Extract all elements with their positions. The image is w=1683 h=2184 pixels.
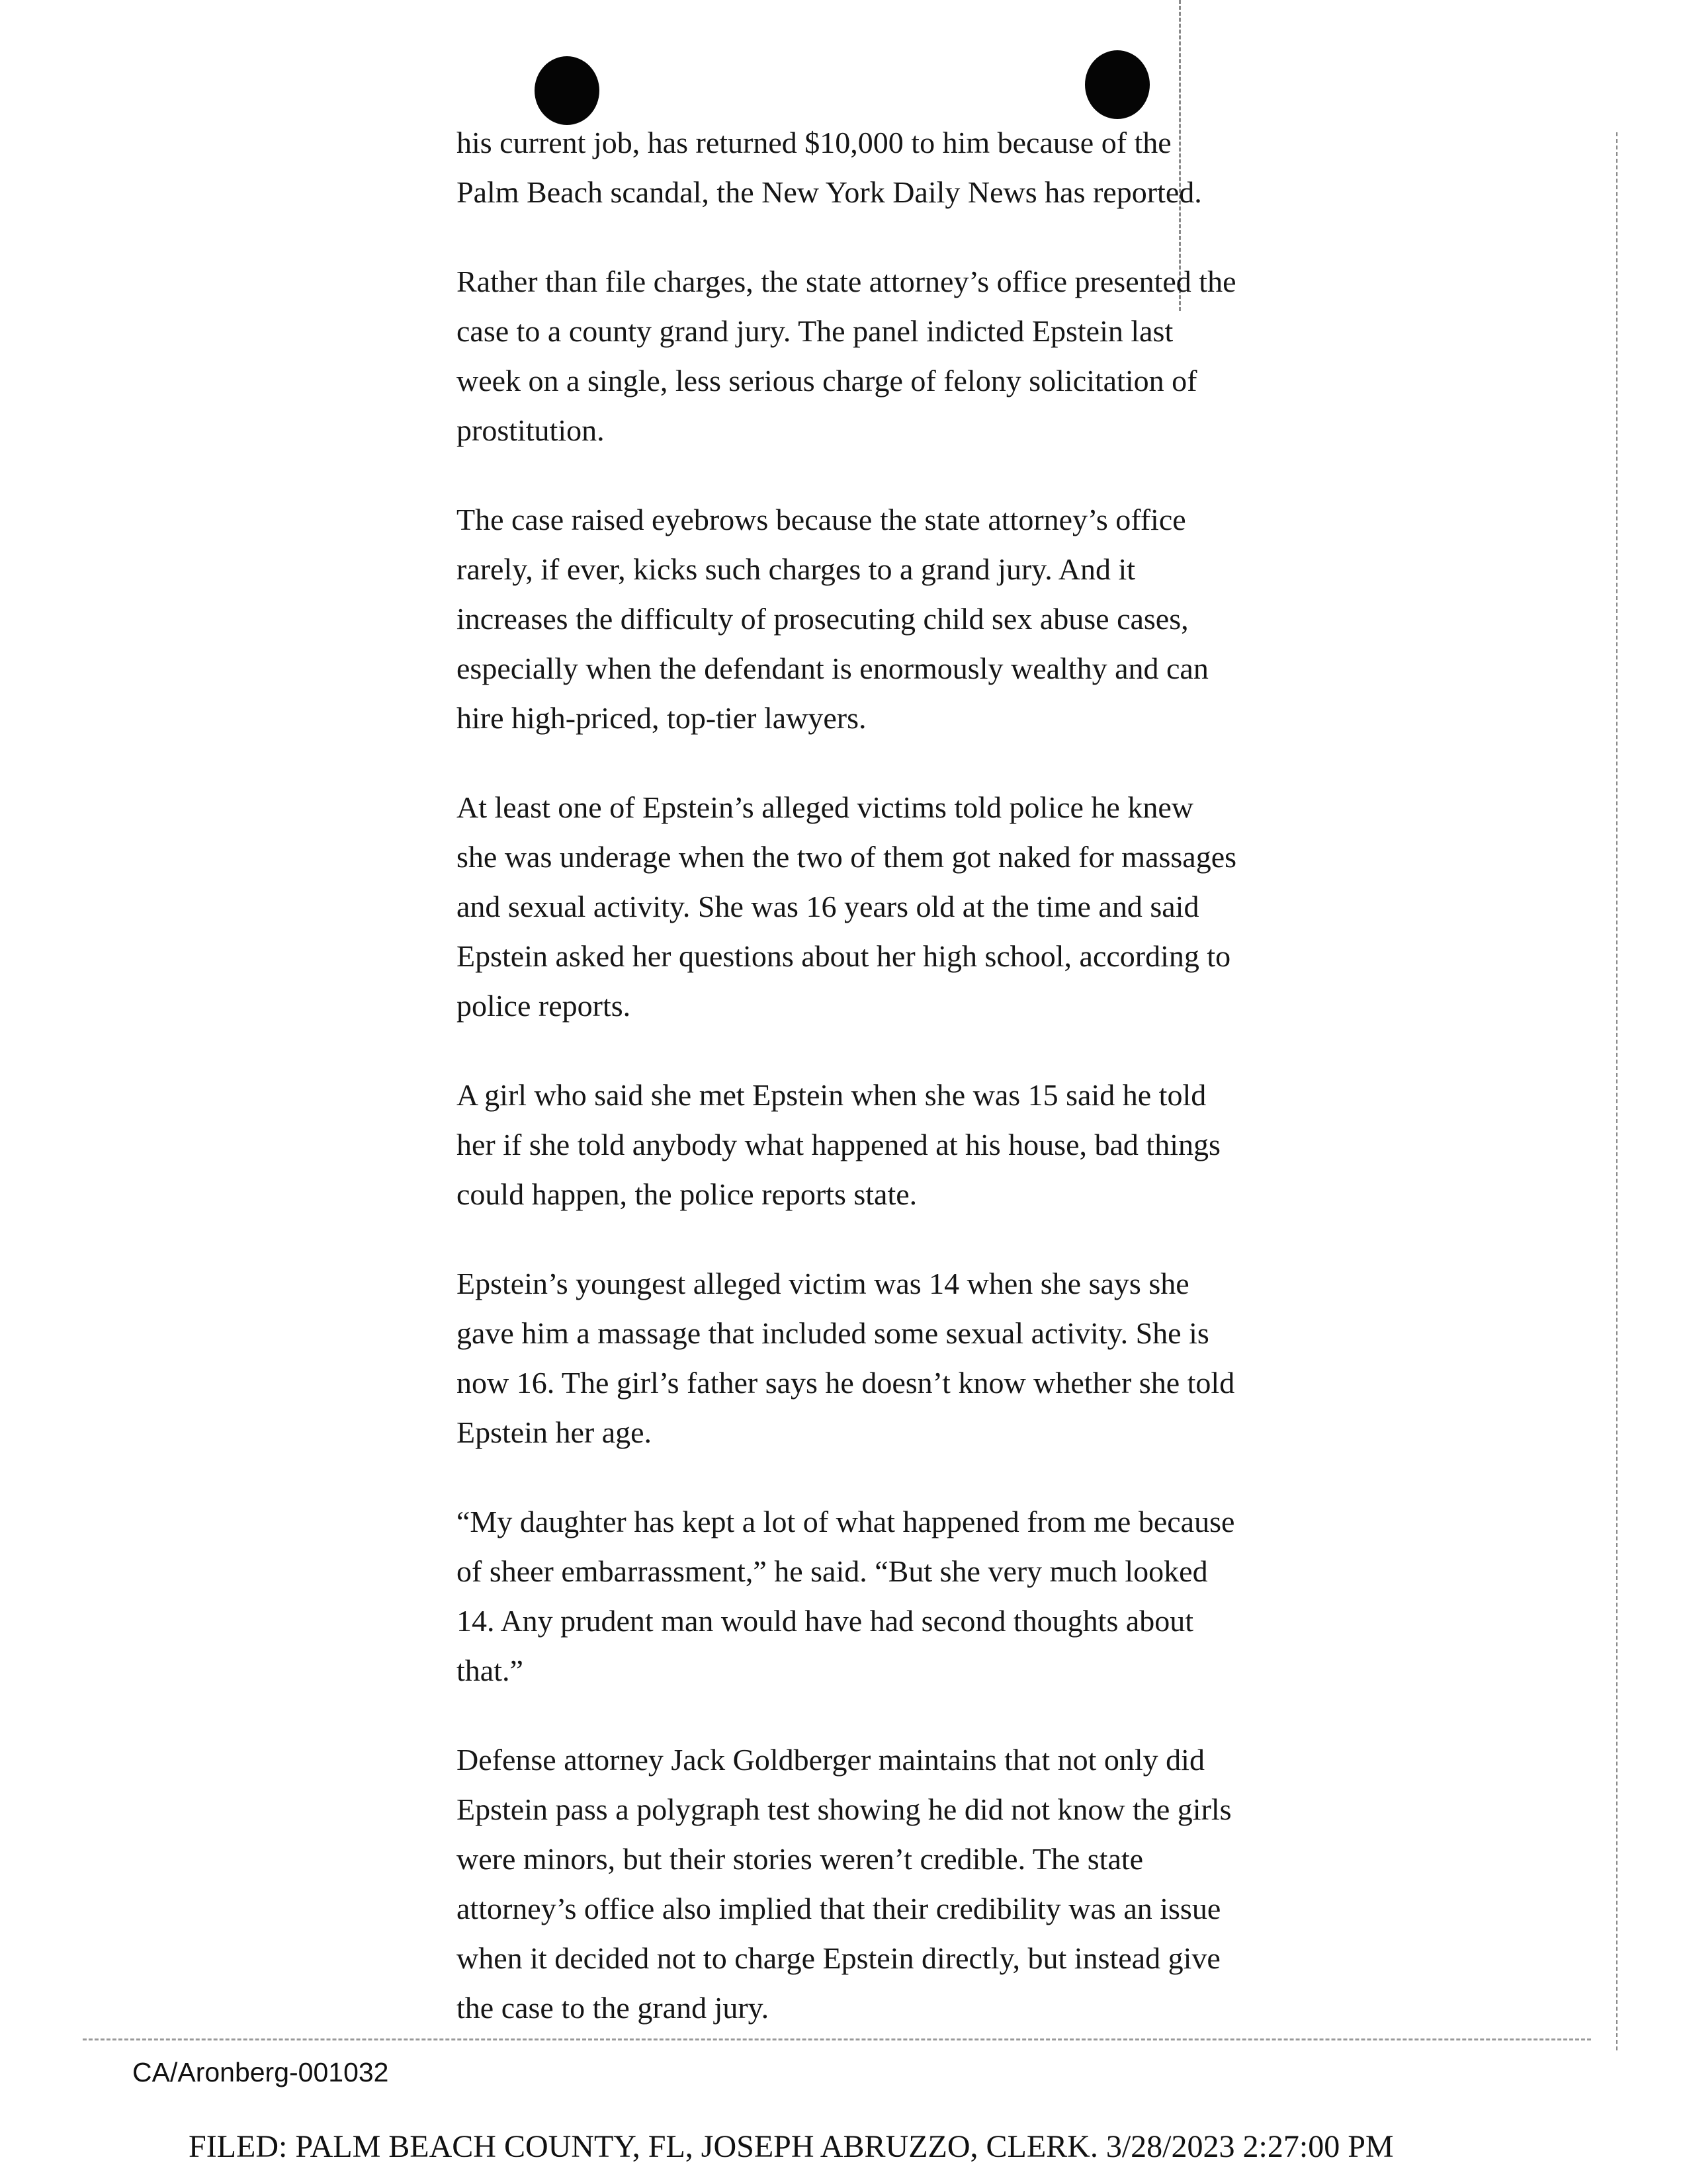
article-body xyxy=(456,118,1237,2072)
filed-stamp: FILED: PALM BEACH COUNTY, FL, JOSEPH ABRUZZO, CLERK. 3/28/2023 2:27:00 PM xyxy=(189,2129,1394,2164)
punch-hole-right xyxy=(1085,50,1150,119)
punch-hole-left xyxy=(535,56,599,125)
article-paragraph-7: “My daughter has kept a lot of what happened from me because of sheer embarrassment,” he said. “But she very much looked 14. Any prudent man would have had second thoughts about that.” xyxy=(456,1505,1235,1687)
article-paragraph-4: At least one of Epstein’s alleged victims told police he knew she was underage when the two of them got naked for massages and sexual activity. She was 16 years old at the time and said Epstein asked her questions about her high school, according to police reports. xyxy=(456,790,1237,1023)
article-paragraph-6: Epstein’s youngest alleged victim was 14 when she says she gave him a massage that included some sexual activity. She is now 16. The girl’s father says he doesn’t know whether she told Epstein her age. xyxy=(456,1267,1235,1449)
article-paragraph-1: his current job, has returned $10,000 to him because of the Palm Beach scandal, the New York Daily News has reported. xyxy=(456,126,1202,209)
article-paragraph-2: Rather than file charges, the state attorney’s office presented the case to a county grand jury. The panel indicted Epstein last week on a single, less serious charge of felony solicitation of prostitution. xyxy=(456,265,1236,447)
article-paragraph-8: Defense attorney Jack Goldberger maintains that not only did Epstein pass a polygraph test showing he did not know the girls were minors, but their stories weren’t credible. The state attorney’s office also implied that their credibility was an issue when it decided not to charge Epstein directly, but instead give the case to the grand jury. xyxy=(456,1743,1232,2025)
scan-artifact-line-right xyxy=(1616,132,1618,2050)
bates-number: CA/Aronberg-001032 xyxy=(132,2057,389,2087)
article-paragraph-3: The case raised eyebrows because the state attorney’s office rarely, if ever, kicks such charges to a grand jury. And it increases the difficulty of prosecuting child sex abuse cases, especially when the defendant is enormously wealthy and can hire high-priced, top-tier lawyers. xyxy=(456,503,1209,735)
page-divider xyxy=(83,2038,1591,2040)
article-paragraph-5: A girl who said she met Epstein when she was 15 said he told her if she told anybody what happened at his house, bad things could happen, the police reports state. xyxy=(456,1078,1221,1211)
